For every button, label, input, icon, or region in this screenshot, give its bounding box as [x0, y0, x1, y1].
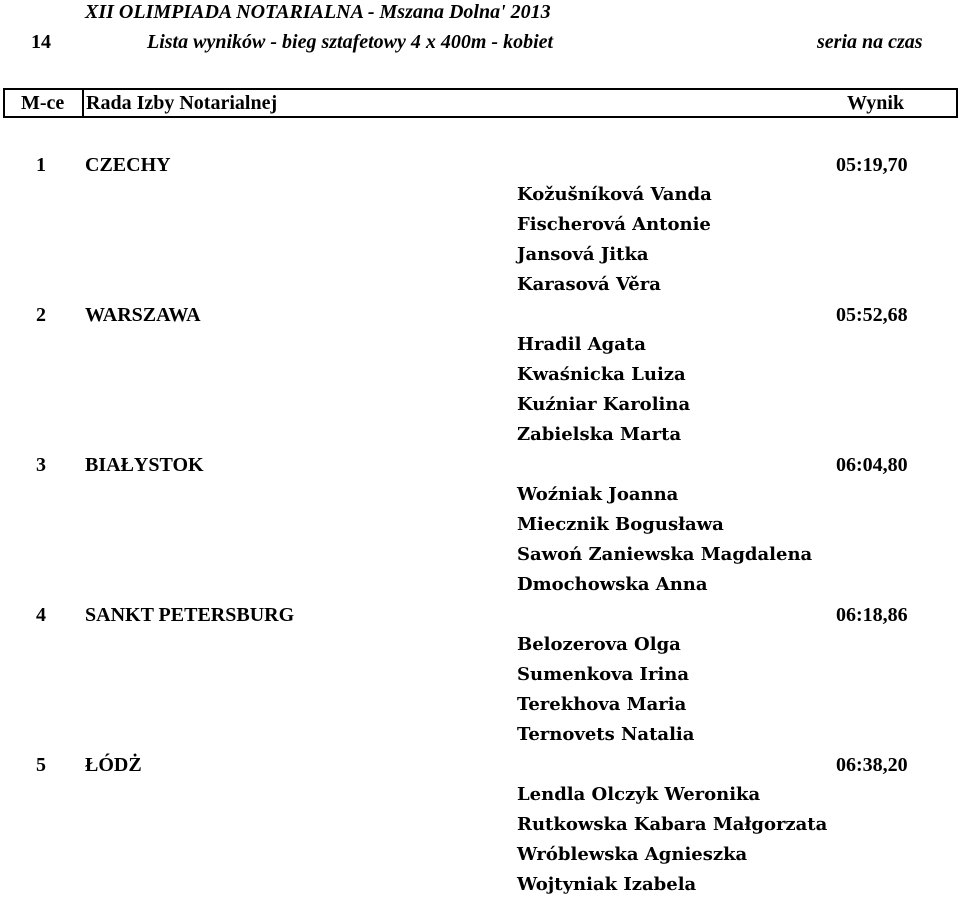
- member-name: Wróblewska Agnieszka: [517, 844, 748, 865]
- member-row: [0, 330, 960, 360]
- team-name: SANKT PETERSBURG: [85, 604, 295, 626]
- team-name: WARSZAWA: [85, 304, 201, 326]
- team-name: ŁÓDŻ: [85, 754, 142, 776]
- team-time: 05:52,68: [836, 304, 908, 326]
- team-time: 06:04,80: [836, 454, 908, 476]
- column-header: [3, 88, 958, 118]
- member-name: Fischerová Antonie: [517, 214, 711, 235]
- team-row: [0, 450, 960, 480]
- team-time: 06:38,20: [836, 754, 908, 776]
- member-row: [0, 210, 960, 240]
- member-name: Zabielska Marta: [517, 424, 682, 445]
- column-result: Wynik: [847, 92, 905, 114]
- member-row: [0, 690, 960, 720]
- member-name: Ternovets Natalia: [517, 724, 695, 745]
- member-name: Rutkowska Kabara Małgorzata: [517, 814, 828, 835]
- member-name: Kuźniar Karolina: [517, 394, 691, 415]
- column-divider: [82, 90, 84, 116]
- member-name: Dmochowska Anna: [517, 574, 708, 595]
- member-name: Miecznik Bogusława: [517, 514, 724, 535]
- team-time: 06:18,86: [836, 604, 908, 626]
- team-row: [0, 750, 960, 780]
- member-name: Woźniak Joanna: [517, 484, 679, 505]
- member-row: [0, 720, 960, 750]
- member-name: Belozerova Olga: [517, 634, 681, 655]
- team-name: CZECHY: [85, 154, 171, 176]
- team-place: 1: [36, 154, 46, 176]
- team-time: 05:19,70: [836, 154, 908, 176]
- member-row: [0, 870, 960, 900]
- member-name: Hradil Agata: [517, 334, 646, 355]
- team-place: 4: [36, 604, 46, 626]
- team-place: 2: [36, 304, 46, 326]
- team-name: BIAŁYSTOK: [85, 454, 204, 476]
- member-row: [0, 480, 960, 510]
- team-row: [0, 300, 960, 330]
- member-row: [0, 540, 960, 570]
- member-row: [0, 420, 960, 450]
- team-place: 5: [36, 754, 46, 776]
- member-row: [0, 180, 960, 210]
- member-name: Sumenkova Irina: [517, 664, 690, 685]
- member-name: Sawoń Zaniewska Magdalena: [517, 544, 813, 565]
- event-mode: seria na czas: [817, 31, 923, 53]
- member-row: [0, 660, 960, 690]
- member-row: [0, 570, 960, 600]
- member-row: [0, 780, 960, 810]
- member-row: [0, 510, 960, 540]
- team-place: 3: [36, 454, 46, 476]
- event-subtitle: Lista wyników - bieg sztafetowy 4 x 400m - kobiet: [147, 31, 554, 53]
- event-number: 14: [31, 31, 51, 53]
- member-name: Kwaśnicka Luiza: [517, 364, 686, 385]
- column-team: Rada Izby Notarialnej: [86, 92, 278, 114]
- member-row: [0, 390, 960, 420]
- member-name: Jansová Jitka: [517, 244, 649, 265]
- document-title: XII OLIMPIADA NOTARIALNA - Mszana Dolna' 2013: [85, 1, 551, 23]
- member-row: [0, 840, 960, 870]
- member-name: Wojtyniak Izabela: [517, 874, 697, 895]
- member-name: Kožušníková Vanda: [517, 184, 712, 205]
- results-list: [0, 150, 960, 900]
- member-row: [0, 240, 960, 270]
- member-row: [0, 360, 960, 390]
- member-row: [0, 630, 960, 660]
- member-name: Karasová Věra: [517, 274, 661, 295]
- member-row: [0, 270, 960, 300]
- member-name: Terekhova Maria: [517, 694, 687, 715]
- member-row: [0, 810, 960, 840]
- team-row: [0, 600, 960, 630]
- member-name: Lendla Olczyk Weronika: [517, 784, 761, 805]
- column-place: M-ce: [21, 92, 65, 114]
- team-row: [0, 150, 960, 180]
